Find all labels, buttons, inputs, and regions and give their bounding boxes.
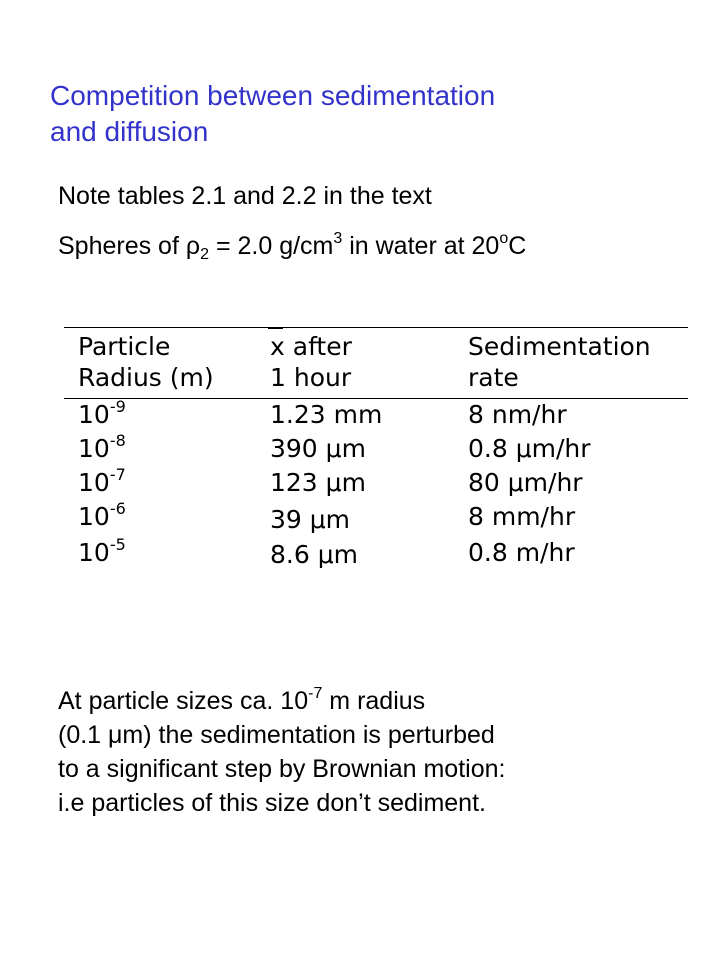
table-row-radius: $10^{-8}$ — [78, 431, 126, 463]
table-row-rate: 8 nm/hr — [468, 400, 567, 429]
title-line-1: Competition between sedimentation — [50, 80, 496, 111]
table-row-x: 1.23 mm — [270, 400, 383, 429]
header-col1-line1: Particle — [78, 332, 171, 361]
explanation-paragraph — [58, 684, 505, 820]
table-row-x: 8.6 μm — [270, 540, 358, 569]
table-row-rate: 80 μm/hr — [468, 468, 583, 497]
table-row-rate: 8 mm/hr — [468, 502, 576, 531]
paragraph-line-3: to a significant step by Brownian motion: — [58, 755, 506, 783]
paragraph-line-2: (0.1 μm) the sedimentation is perturbed — [58, 721, 495, 749]
header-col3-line2: rate — [468, 363, 519, 392]
table-row-x: 123 μm — [270, 468, 366, 497]
header-col2-line1: x after — [270, 332, 352, 361]
paragraph-line-1: At particle sizes ca. $10^{-7}$ m radius — [58, 685, 426, 715]
table-row-radius: $10^{-6}$ — [78, 499, 126, 531]
x-overbar — [268, 327, 283, 329]
page-title — [50, 78, 495, 150]
table-row-radius: $10^{-5}$ — [78, 535, 126, 567]
table-row-x: 390 μm — [270, 434, 366, 463]
rho-symbol: ρ — [185, 232, 201, 260]
note-text: Note tables 2.1 and 2.2 in the text — [58, 182, 432, 210]
table-row-x: 39 μm — [270, 505, 351, 534]
table-row-radius: $10^{-9}$ — [78, 397, 126, 429]
title-line-2: and diffusion — [50, 116, 209, 147]
table-top-rule — [64, 327, 688, 328]
header-col2-line2: 1 hour — [270, 363, 352, 392]
header-col3-line1: Sedimentation — [468, 332, 651, 361]
x-bar-symbol: x — [270, 332, 285, 361]
paragraph-line-4: i.e particles of this size don’t sediment. — [58, 789, 486, 817]
table-row-rate: 0.8 μm/hr — [468, 434, 591, 463]
header-col1-line2: Radius (m) — [78, 363, 214, 392]
table-header-rule — [64, 398, 688, 399]
spheres-text: Spheres of $\rho_2 = 2.0$ $g/cm^3$ in water at 20$^o$C — [58, 230, 527, 263]
table-row-rate: 0.8 m/hr — [468, 538, 575, 567]
table-row-radius: $10^{-7}$ — [78, 465, 126, 497]
